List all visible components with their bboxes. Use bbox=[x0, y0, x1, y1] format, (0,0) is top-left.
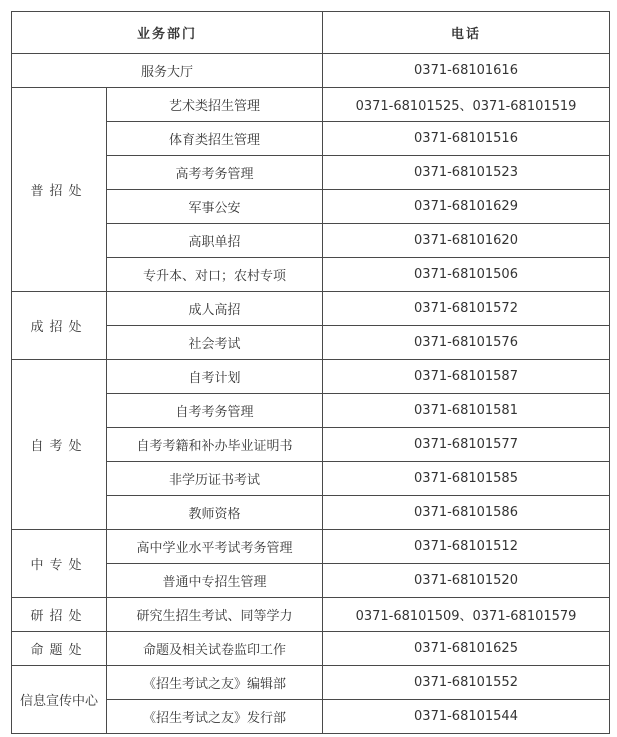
item-cell: 自考考籍和补办毕业证明书 bbox=[107, 428, 323, 462]
phone-cell: 0371-68101572 bbox=[323, 292, 610, 326]
phone-cell: 0371-68101585 bbox=[323, 462, 610, 496]
table-row bbox=[12, 632, 610, 666]
item-cell: 服务大厅 bbox=[12, 54, 323, 88]
phone-cell: 0371-68101516 bbox=[323, 122, 610, 156]
item-cell: 军事公安 bbox=[107, 190, 323, 224]
item-cell: 研究生招生考试、同等学力 bbox=[107, 598, 323, 632]
phone-cell: 0371-68101552 bbox=[323, 666, 610, 700]
phone-cell: 0371-68101616 bbox=[323, 54, 610, 88]
item-cell: 高职单招 bbox=[107, 224, 323, 258]
table-row bbox=[12, 54, 610, 88]
item-cell: 体育类招生管理 bbox=[107, 122, 323, 156]
table-row bbox=[12, 530, 610, 564]
group-cell-yanzhao: 研招处 bbox=[12, 598, 107, 632]
item-cell: 成人高招 bbox=[107, 292, 323, 326]
table-row bbox=[12, 598, 610, 632]
phone-cell: 0371-68101629 bbox=[323, 190, 610, 224]
group-cell-puzhao: 普招处 bbox=[12, 88, 107, 292]
header-dept: 业务部门 bbox=[12, 12, 323, 54]
phone-cell: 0371-68101625 bbox=[323, 632, 610, 666]
item-cell: 《招生考试之友》发行部 bbox=[107, 700, 323, 734]
table-row bbox=[12, 666, 610, 700]
phone-cell: 0371-68101509、0371-68101579 bbox=[323, 598, 610, 632]
table-row bbox=[12, 360, 610, 394]
item-cell: 命题及相关试卷监印工作 bbox=[107, 632, 323, 666]
phone-cell: 0371-68101586 bbox=[323, 496, 610, 530]
phone-cell: 0371-68101581 bbox=[323, 394, 610, 428]
group-cell-zikao: 自考处 bbox=[12, 360, 107, 530]
item-cell: 《招生考试之友》编辑部 bbox=[107, 666, 323, 700]
group-cell-mingti: 命题处 bbox=[12, 632, 107, 666]
contact-table bbox=[11, 11, 610, 734]
item-cell: 自考计划 bbox=[107, 360, 323, 394]
item-cell: 高考考务管理 bbox=[107, 156, 323, 190]
item-cell: 普通中专招生管理 bbox=[107, 564, 323, 598]
phone-cell: 0371-68101576 bbox=[323, 326, 610, 360]
header-phone: 电话 bbox=[323, 12, 610, 54]
header-row bbox=[12, 12, 610, 54]
item-cell: 社会考试 bbox=[107, 326, 323, 360]
phone-cell: 0371-68101544 bbox=[323, 700, 610, 734]
phone-cell: 0371-68101520 bbox=[323, 564, 610, 598]
item-cell: 非学历证书考试 bbox=[107, 462, 323, 496]
item-cell: 艺术类招生管理 bbox=[107, 88, 323, 122]
phone-cell: 0371-68101525、0371-68101519 bbox=[323, 88, 610, 122]
phone-cell: 0371-68101523 bbox=[323, 156, 610, 190]
phone-cell: 0371-68101620 bbox=[323, 224, 610, 258]
group-cell-zhongzhuan: 中专处 bbox=[12, 530, 107, 598]
group-cell-xinxi: 信息宣传中心 bbox=[12, 666, 107, 734]
item-cell: 高中学业水平考试考务管理 bbox=[107, 530, 323, 564]
table-row bbox=[12, 88, 610, 122]
phone-cell: 0371-68101512 bbox=[323, 530, 610, 564]
item-cell: 自考考务管理 bbox=[107, 394, 323, 428]
phone-cell: 0371-68101587 bbox=[323, 360, 610, 394]
item-cell: 教师资格 bbox=[107, 496, 323, 530]
table-row bbox=[12, 292, 610, 326]
phone-cell: 0371-68101577 bbox=[323, 428, 610, 462]
item-cell: 专升本、对口；农村专项 bbox=[107, 258, 323, 292]
phone-cell: 0371-68101506 bbox=[323, 258, 610, 292]
group-cell-chengzhao: 成招处 bbox=[12, 292, 107, 360]
